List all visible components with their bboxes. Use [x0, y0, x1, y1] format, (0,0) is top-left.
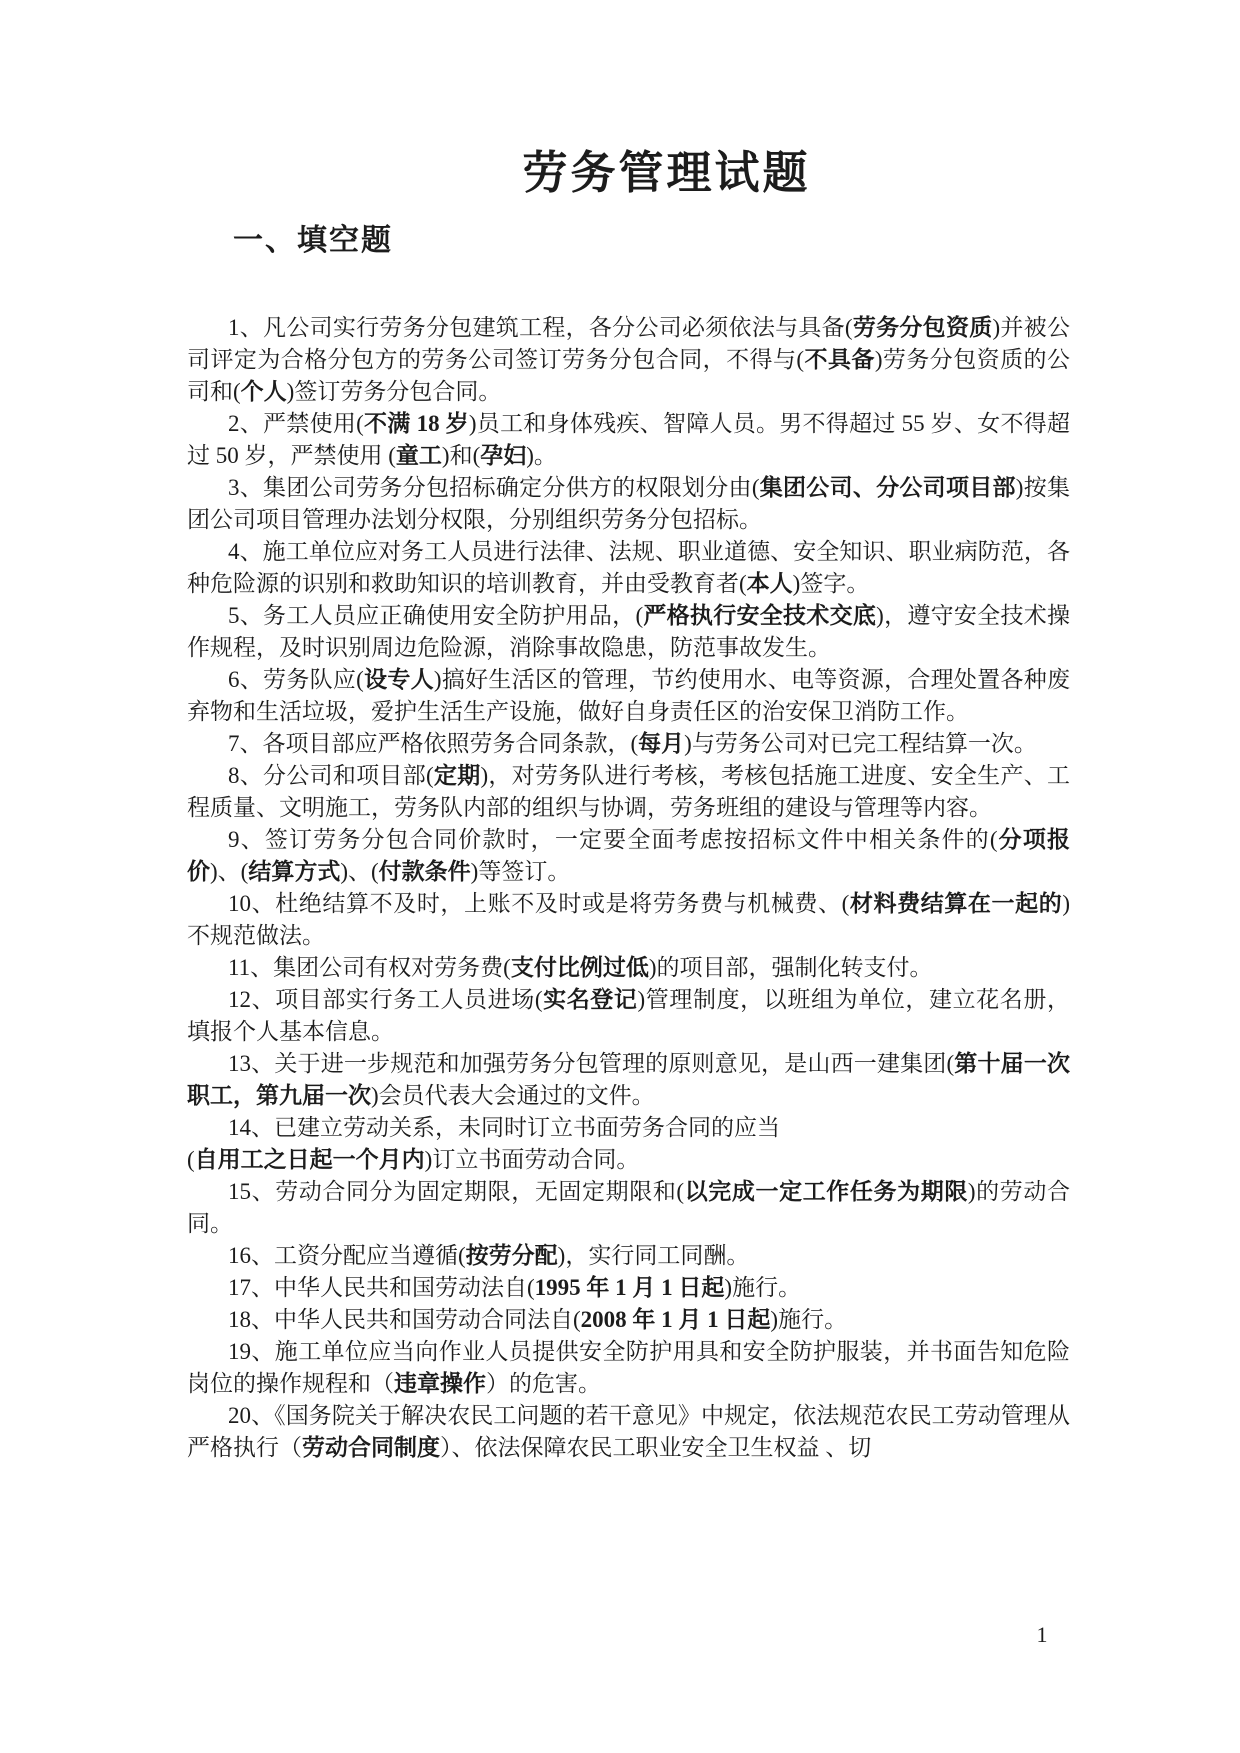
answer-text: 付款条件 [378, 858, 471, 884]
question-text: )劳务分包资质的公司和( [187, 346, 1070, 404]
question-text: )，遵守安全技术操作规程，及时识别周边危险源，消除事故隐患，防范事故发生。 [187, 602, 1070, 660]
question-paragraph [187, 1112, 1070, 1176]
question-text: )会员代表大会通过的文件。 [371, 1082, 655, 1108]
answer-text: 不满 18 岁 [363, 410, 469, 436]
question-text: 8、分公司和项目部( [228, 762, 434, 788]
question-text: 9、签订劳务分包合同价款时，一定要全面考虑按招标文件中相关条件的( [228, 826, 998, 852]
question-paragraph [187, 728, 1070, 760]
question-text: 14、已建立劳动关系，未同时订立书面劳务合同的应当 [228, 1114, 780, 1140]
question-paragraph [187, 1048, 1070, 1112]
question-text: )，实行同工同酬。 [557, 1242, 750, 1268]
answer-text: 自用工之日起一个月内 [194, 1146, 425, 1172]
question-text: )。 [526, 442, 557, 468]
question-text: )不规范做法。 [187, 890, 1070, 948]
answer-text: 劳务分包资质 [852, 314, 993, 340]
document-content [187, 0, 1070, 1464]
question-text: )搞好生活区的管理，节约使用水、电等资源，合理处置各种废弃物和生活垃圾，爱护生活生产设施，做好自身责任区的治安保卫消防工作。 [187, 666, 1070, 724]
question-text: )的劳动合同。 [187, 1178, 1070, 1236]
question-paragraph [187, 536, 1070, 600]
answer-text: 严格执行安全技术交底 [643, 602, 877, 628]
answer-text: 定期 [433, 762, 481, 788]
question-text: ）、依法保障农民工职业安全卫生权益 、切 [440, 1434, 872, 1460]
question-text: 16、工资分配应当遵循( [228, 1242, 466, 1268]
question-text: 12、项目部实行务工人员进场( [228, 986, 543, 1012]
question-paragraph [187, 984, 1070, 1048]
question-text: 2、严禁使用( [228, 410, 364, 436]
question-text: 19、施工单位应当向作业人员提供安全防护用具和安全防护服装，并书面告知危险岗位的操作规程和（ [187, 1338, 1070, 1396]
page-number: 1 [1036, 1622, 1048, 1647]
answer-text: 本人 [746, 570, 793, 596]
question-paragraph [187, 1400, 1070, 1464]
answer-text: 2008 年 1 月 1 日起 [580, 1306, 771, 1332]
answer-text: 孕妇 [480, 442, 527, 468]
question-paragraph [187, 408, 1070, 472]
answer-text: 按劳分配 [465, 1242, 558, 1268]
question-text: )施行。 [724, 1274, 802, 1300]
question-list [187, 312, 1070, 1464]
question-paragraph [187, 600, 1070, 664]
question-text: 5、务工人员应正确使用安全防护用品，( [228, 602, 644, 628]
doc-title: 劳务管理试题 [522, 148, 811, 198]
question-text: )、( [210, 858, 249, 884]
question-text: 3、集团公司劳务分包招标确定分供方的权限划分由( [228, 474, 760, 500]
question-text: )的项目部，强制化转支付。 [648, 954, 933, 980]
answer-text: 每月 [638, 730, 685, 756]
question-text: )，对劳务队进行考核，考核包括施工进度、安全生产、工程质量、文明施工，劳务队内部的组织与协调，劳务班组的建设与管理等内容。 [187, 762, 1070, 820]
question-text: 18、中华人民共和国劳动合同法自( [228, 1306, 581, 1332]
question-paragraph [187, 1272, 1070, 1304]
answer-text: 个人 [240, 378, 287, 404]
answer-text: 设专人 [363, 666, 434, 692]
question-text: )签字。 [792, 570, 870, 596]
answer-text: 违章操作 [394, 1370, 486, 1396]
question-text: )按集团公司项目管理办法划分权限，分别组织劳务分包招标。 [187, 474, 1070, 532]
question-paragraph [187, 1176, 1070, 1240]
question-paragraph [187, 472, 1070, 536]
question-text: ( [187, 1146, 195, 1172]
question-text: 4、施工单位应对务工人员进行法律、法规、职业道德、安全知识、职业病防范，各种危险源的识别和救助知识的培训教育，并由受教育者( [187, 538, 1070, 596]
question-text: 20、《国务院关于解决农民工问题的若干意见》中规定，依法规范农民工劳动管理从严格执行（ [187, 1402, 1070, 1460]
question-text: 7、各项目部应严格依照劳务合同条款，( [228, 730, 639, 756]
question-text: )订立书面劳动合同。 [424, 1146, 640, 1172]
question-text: 1、凡公司实行劳务分包建筑工程，各分公司必须依法与具备( [228, 314, 853, 340]
question-text: ）的危害。 [486, 1370, 601, 1396]
question-text: )员工和身体残疾、智障人员。男不得超过 55 岁、女不得超过 50 岁，严禁使用 ( [187, 410, 1070, 468]
question-text: )并被公司评定为合格分包方的劳务公司签订劳务分包合同，不得与( [187, 314, 1070, 372]
question-paragraph [187, 1240, 1070, 1272]
question-text: 13、关于进一步规范和加强劳务分包管理的原则意见，是山西一建集团( [228, 1050, 955, 1076]
question-text: 11、集团公司有权对劳务费( [228, 954, 511, 980]
answer-text: 分项报价 [187, 826, 1070, 884]
question-text: 6、劳务队应( [228, 666, 364, 692]
answer-text: 材料费结算在一起的 [849, 890, 1063, 916]
answer-text: 劳动合同制度 [302, 1434, 440, 1460]
question-paragraph [187, 664, 1070, 728]
answer-text: 1995 年 1 月 1 日起 [534, 1274, 725, 1300]
answer-text: 不具备 [804, 346, 875, 372]
question-text: )、( [340, 858, 379, 884]
answer-text: 童工 [395, 442, 442, 468]
question-text: 10、杜绝结算不及时，上账不及时或是将劳务费与机械费、( [228, 890, 850, 916]
question-paragraph [187, 888, 1070, 952]
section-heading: 一、填空题 [233, 223, 393, 257]
question-text: )签订劳务分包合同。 [286, 378, 502, 404]
question-paragraph [187, 1304, 1070, 1336]
question-paragraph [187, 312, 1070, 408]
answer-text: 第十届一次职工，第九届一次 [187, 1050, 1070, 1108]
question-paragraph [187, 1336, 1070, 1400]
answer-text: 以完成一定工作任务为期限 [684, 1178, 968, 1204]
question-text: 17、中华人民共和国劳动法自( [228, 1274, 535, 1300]
question-paragraph [187, 824, 1070, 888]
question-text: )与劳务公司对已完工程结算一次。 [684, 730, 1037, 756]
answer-text: 结算方式 [248, 858, 341, 884]
question-text: 15、劳动合同分为固定期限，无固定期限和( [228, 1178, 685, 1204]
question-text: )和( [441, 442, 481, 468]
question-paragraph [187, 952, 1070, 984]
question-text: )施行。 [770, 1306, 848, 1332]
question-text: )管理制度，以班组为单位，建立花名册，填报个人基本信息。 [187, 986, 1070, 1044]
answer-text: 集团公司、分公司项目部 [759, 474, 1016, 500]
answer-text: 实名登记 [542, 986, 638, 1012]
question-paragraph [187, 760, 1070, 824]
question-text: )等签订。 [470, 858, 571, 884]
answer-text: 支付比例过低 [510, 954, 649, 980]
